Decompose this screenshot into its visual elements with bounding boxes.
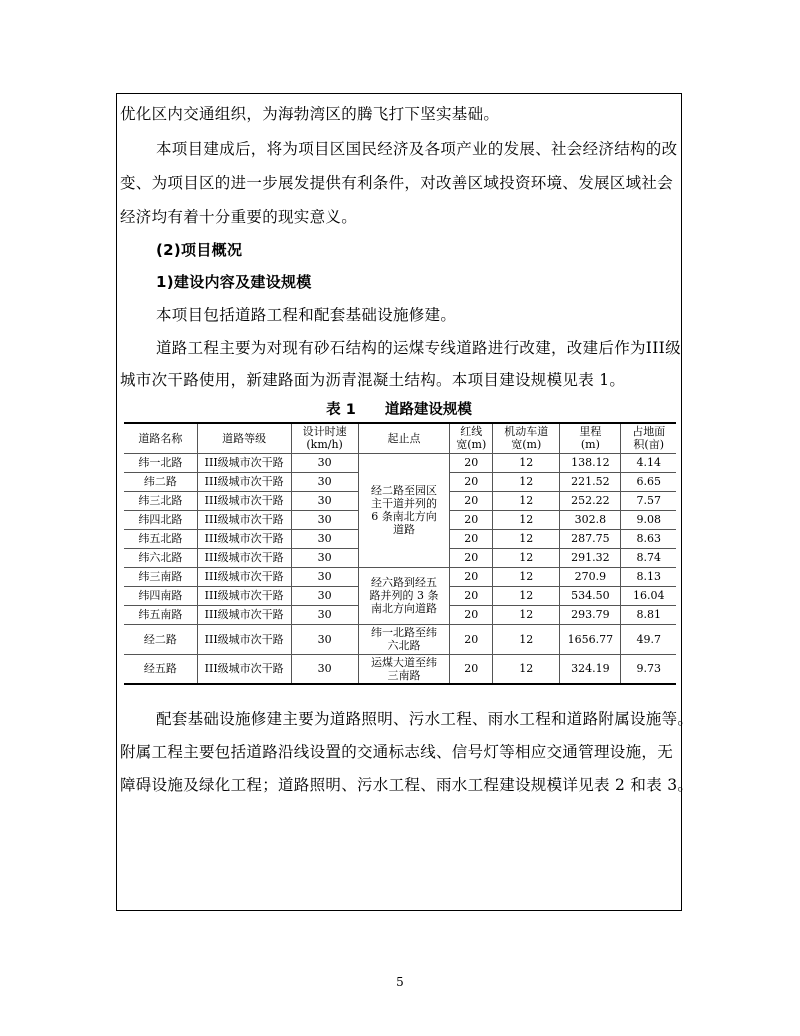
- header-cell: 设计时速 (km/h): [291, 423, 358, 453]
- cell-length: 302.8: [560, 510, 621, 529]
- cell-name: 纬一北路: [124, 453, 197, 472]
- cell-range-group-b: 经六路到经五路并列的 3 条南北方向道路: [358, 567, 450, 624]
- table-caption: [124, 398, 674, 419]
- cell-red-width: 20: [450, 605, 493, 624]
- cell-grade: III级城市次干路: [197, 605, 291, 624]
- cell-area: 49.7: [621, 624, 676, 654]
- cell-grade: III级城市次干路: [197, 624, 291, 654]
- table-row: [124, 567, 676, 586]
- cell-range: 运煤大道至纬三南路: [358, 654, 450, 684]
- cell-name: 经五路: [124, 654, 197, 684]
- cell-lane-width: 12: [493, 472, 560, 491]
- cell-speed: 30: [291, 624, 358, 654]
- cell-grade: III级城市次干路: [197, 654, 291, 684]
- cell-grade: III级城市次干路: [197, 567, 291, 586]
- table-header-row: [124, 423, 676, 453]
- table-row: [124, 624, 676, 654]
- cell-speed: 30: [291, 567, 358, 586]
- header-cell: 起止点: [358, 423, 450, 453]
- cell-length: 534.50: [560, 586, 621, 605]
- cell-area: 4.14: [621, 453, 676, 472]
- cell-length: 270.9: [560, 567, 621, 586]
- cell-area: 8.13: [621, 567, 676, 586]
- cell-area: 16.04: [621, 586, 676, 605]
- cell-red-width: 20: [450, 510, 493, 529]
- cell-name: 纬三南路: [124, 567, 197, 586]
- cell-range-group-a: 经二路至园区主干道并列的 6 条南北方向道路: [358, 453, 450, 567]
- cell-lane-width: 12: [493, 529, 560, 548]
- cell-speed: 30: [291, 491, 358, 510]
- cell-length: 1656.77: [560, 624, 621, 654]
- table-caption-number: 表 1: [326, 402, 356, 418]
- cell-name: 纬五南路: [124, 605, 197, 624]
- header-cell: 道路名称: [124, 423, 197, 453]
- cell-length: 252.22: [560, 491, 621, 510]
- cell-lane-width: 12: [493, 491, 560, 510]
- header-cell: 里程 (m): [560, 423, 621, 453]
- cell-lane-width: 12: [493, 605, 560, 624]
- cell-speed: 30: [291, 453, 358, 472]
- cell-red-width: 20: [450, 491, 493, 510]
- header-cell: 机动车道 宽(m): [493, 423, 560, 453]
- cell-name: 纬五北路: [124, 529, 197, 548]
- cell-speed: 30: [291, 472, 358, 491]
- page-number: 5: [396, 975, 404, 989]
- cell-name: 经二路: [124, 624, 197, 654]
- cell-speed: 30: [291, 529, 358, 548]
- cell-area: 8.81: [621, 605, 676, 624]
- table-caption-title: 道路建设规模: [384, 402, 472, 418]
- cell-area: 8.63: [621, 529, 676, 548]
- cell-name: 纬三北路: [124, 491, 197, 510]
- cell-grade: III级城市次干路: [197, 491, 291, 510]
- cell-grade: III级城市次干路: [197, 548, 291, 567]
- paragraph-3: 本项目包括道路工程和配套基础设施修建。: [156, 306, 457, 324]
- paragraph-2-line-2: 变、为项目区的进一步展发提供有利条件，对改善区域投资环境、发展区域社会: [120, 174, 674, 192]
- subsection-heading: 1)建设内容及建设规模: [156, 273, 312, 291]
- cell-lane-width: 12: [493, 567, 560, 586]
- paragraph-5-line-2: 附属工程主要包括道路沿线设置的交通标志线、信号灯等相应交通管理设施，无: [120, 743, 674, 761]
- cell-area: 9.73: [621, 654, 676, 684]
- cell-lane-width: 12: [493, 624, 560, 654]
- cell-lane-width: 12: [493, 453, 560, 472]
- cell-name: 纬四北路: [124, 510, 197, 529]
- cell-area: 6.65: [621, 472, 676, 491]
- cell-red-width: 20: [450, 567, 493, 586]
- cell-red-width: 20: [450, 472, 493, 491]
- cell-area: 8.74: [621, 548, 676, 567]
- header-cell: 占地面 积(亩): [621, 423, 676, 453]
- cell-red-width: 20: [450, 548, 493, 567]
- cell-name: 纬二路: [124, 472, 197, 491]
- cell-length: 324.19: [560, 654, 621, 684]
- cell-lane-width: 12: [493, 510, 560, 529]
- paragraph-4-line-2: 城市次干路使用，新建路面为沥青混凝土结构。本项目建设规模见表 1。: [120, 371, 626, 389]
- paragraph-4-line-1: 道路工程主要为对现有砂石结构的运煤专线道路进行改建，改建后作为III级: [156, 339, 681, 357]
- cell-lane-width: 12: [493, 654, 560, 684]
- cell-length: 291.32: [560, 548, 621, 567]
- cell-lane-width: 12: [493, 548, 560, 567]
- road-table: [124, 422, 676, 685]
- paragraph-1: 优化区内交通组织，为海勃湾区的腾飞打下坚实基础。: [120, 105, 500, 123]
- cell-area: 7.57: [621, 491, 676, 510]
- paragraph-5-line-1: 配套基础设施修建主要为道路照明、污水工程、雨水工程和道路附属设施等。: [156, 710, 694, 728]
- header-cell: 道路等级: [197, 423, 291, 453]
- paragraph-5-line-3: 障碍设施及绿化工程；道路照明、污水工程、雨水工程建设规模详见表 2 和表 3。: [120, 776, 694, 794]
- cell-speed: 30: [291, 605, 358, 624]
- cell-length: 287.75: [560, 529, 621, 548]
- table-row: [124, 654, 676, 684]
- cell-grade: III级城市次干路: [197, 510, 291, 529]
- cell-grade: III级城市次干路: [197, 472, 291, 491]
- cell-grade: III级城市次干路: [197, 529, 291, 548]
- table-row: [124, 453, 676, 472]
- cell-speed: 30: [291, 548, 358, 567]
- cell-red-width: 20: [450, 529, 493, 548]
- cell-length: 138.12: [560, 453, 621, 472]
- cell-red-width: 20: [450, 586, 493, 605]
- paragraph-2-line-3: 经济均有着十分重要的现实意义。: [120, 208, 358, 226]
- cell-length: 293.79: [560, 605, 621, 624]
- cell-name: 纬六北路: [124, 548, 197, 567]
- cell-area: 9.08: [621, 510, 676, 529]
- cell-grade: III级城市次干路: [197, 586, 291, 605]
- cell-length: 221.52: [560, 472, 621, 491]
- cell-speed: 30: [291, 510, 358, 529]
- section-heading: (2)项目概况: [156, 241, 243, 259]
- paragraph-2-line-1: 本项目建成后，将为项目区国民经济及各项产业的发展、社会经济结构的改: [156, 140, 678, 158]
- header-cell: 红线 宽(m): [450, 423, 493, 453]
- cell-red-width: 20: [450, 624, 493, 654]
- cell-speed: 30: [291, 654, 358, 684]
- cell-speed: 30: [291, 586, 358, 605]
- cell-grade: III级城市次干路: [197, 453, 291, 472]
- cell-range: 纬一北路至纬六北路: [358, 624, 450, 654]
- cell-name: 纬四南路: [124, 586, 197, 605]
- cell-red-width: 20: [450, 453, 493, 472]
- cell-lane-width: 12: [493, 586, 560, 605]
- cell-red-width: 20: [450, 654, 493, 684]
